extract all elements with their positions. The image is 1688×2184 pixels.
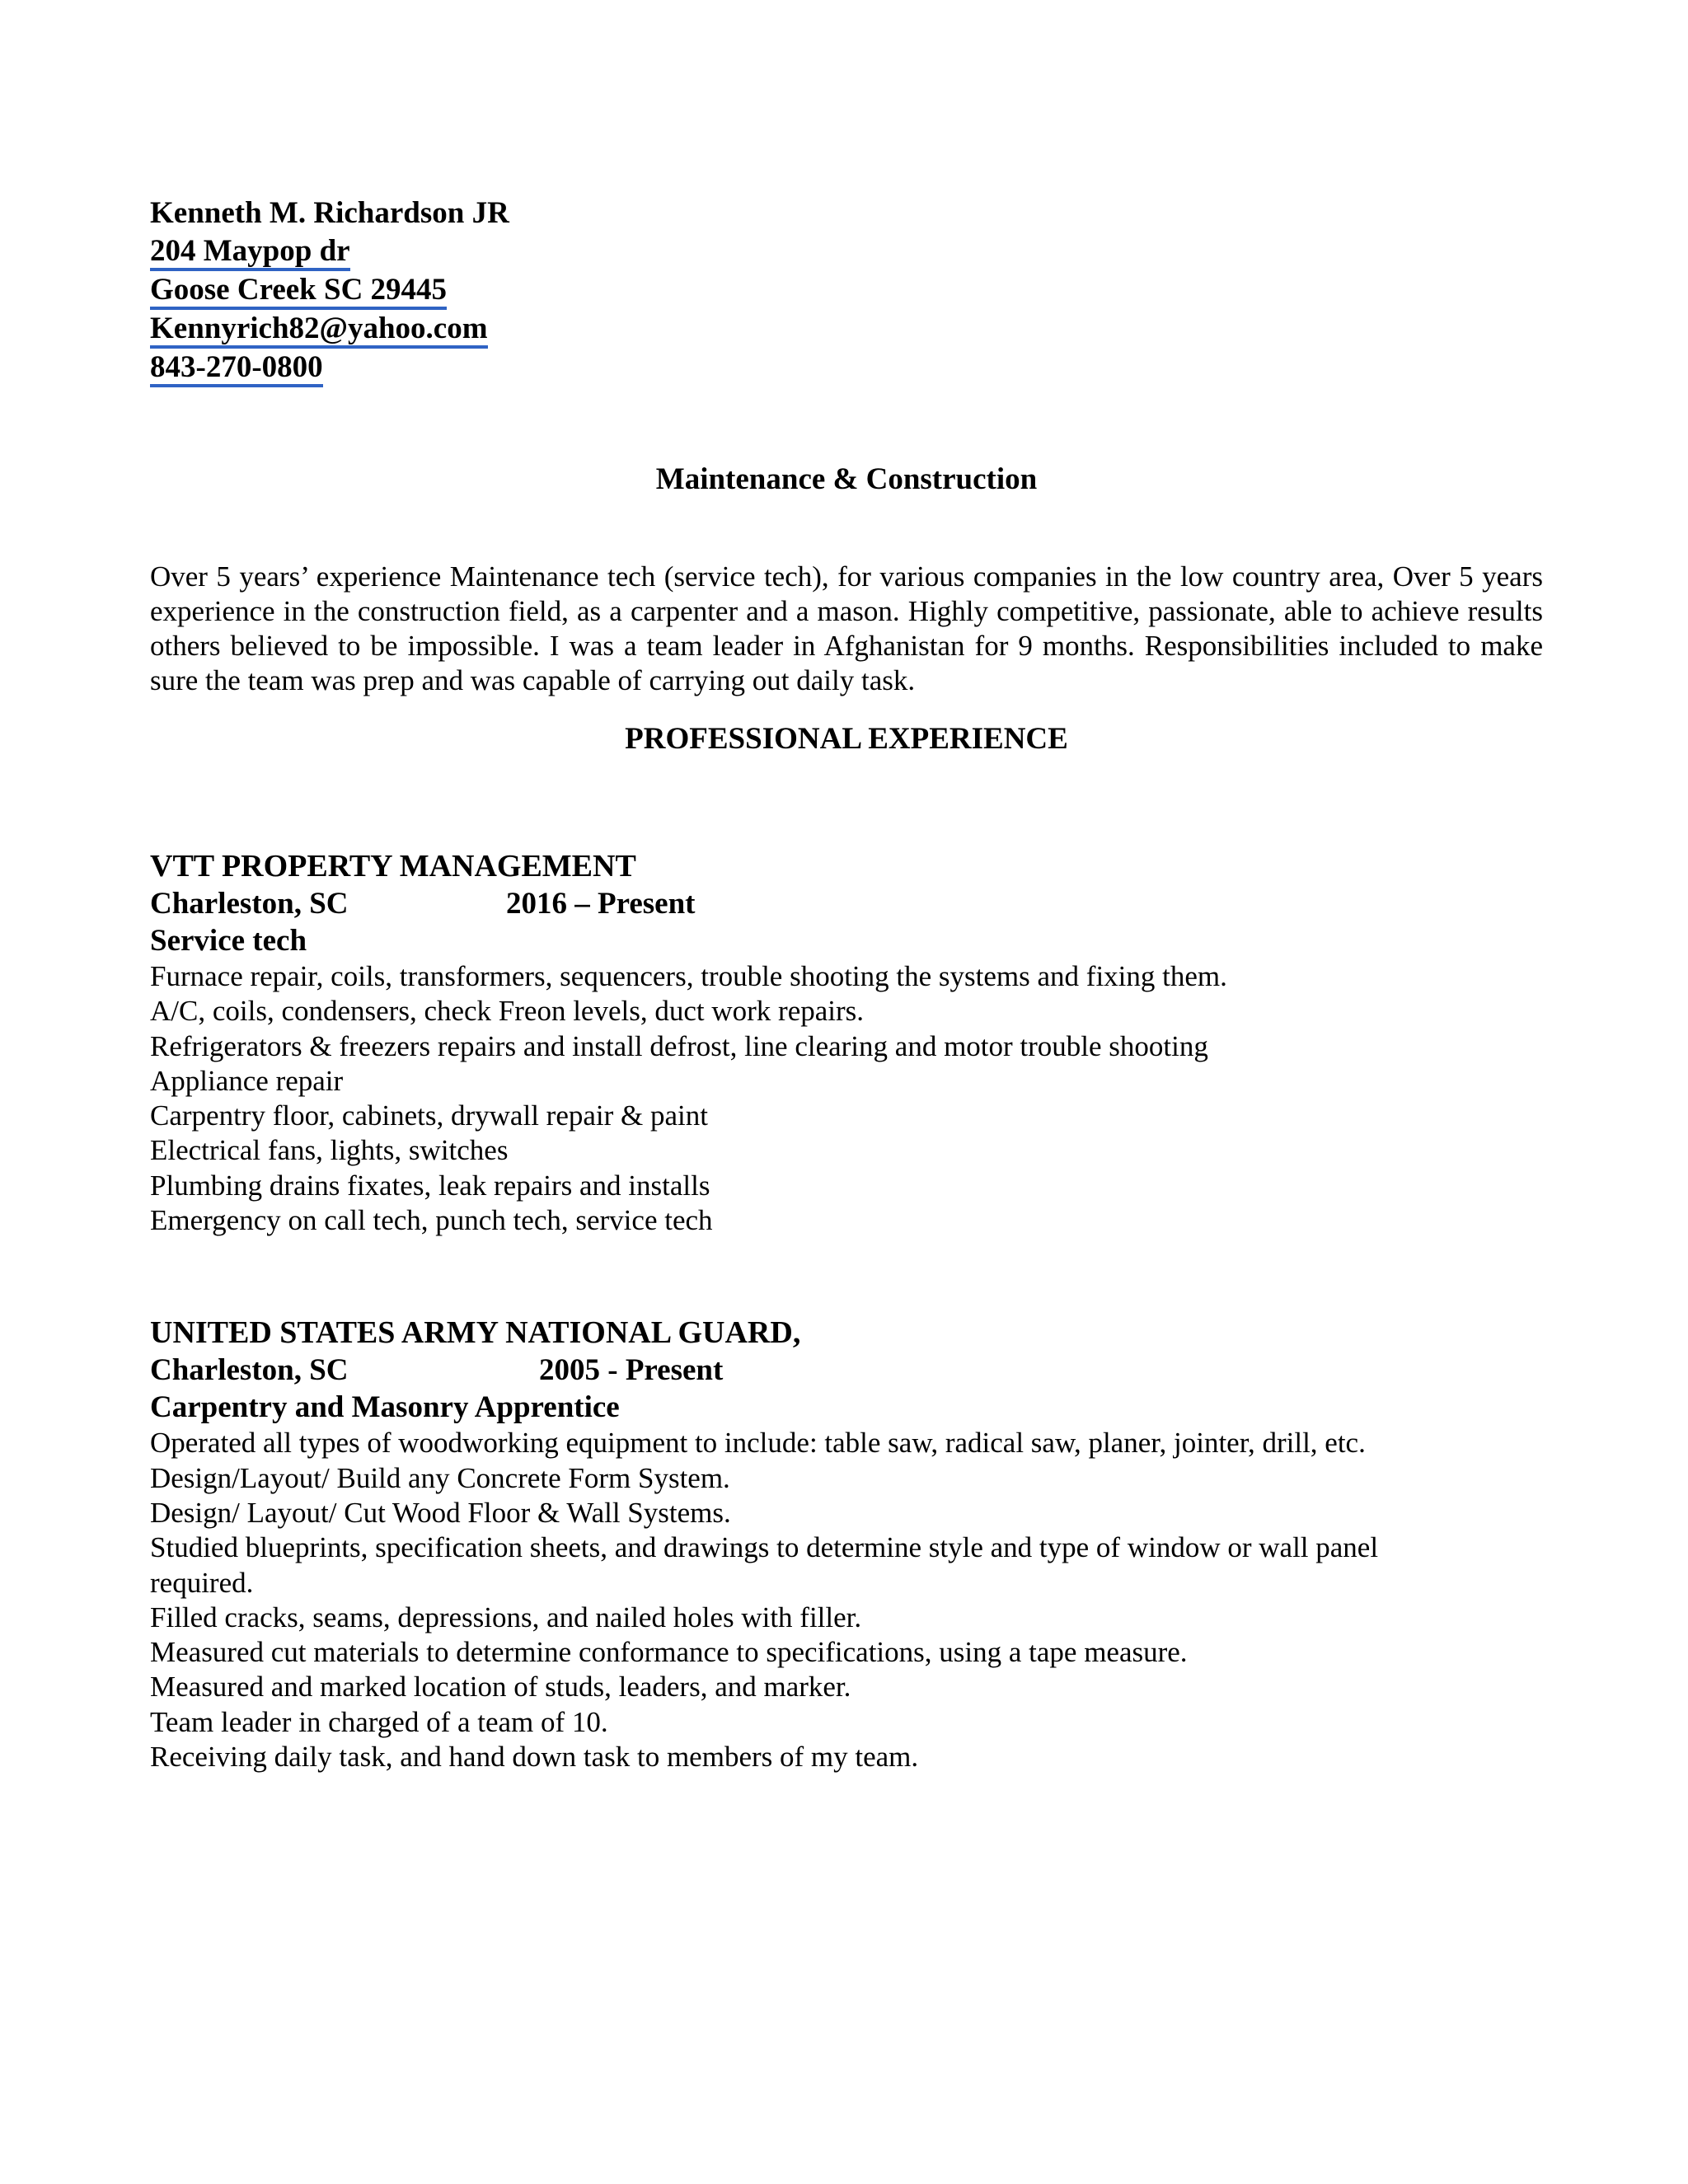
applicant-name: Kenneth M. Richardson JR [150,196,509,230]
duty-item: Design/ Layout/ Cut Wood Floor & Wall Systems. [150,1496,731,1529]
job-location: Charleston, SC [150,887,349,921]
email-link[interactable]: Kennyrich82@yahoo.com [150,312,488,349]
phone-link[interactable]: 843-270-0800 [150,351,323,387]
job-role: Carpentry and Masonry Apprentice [150,1390,620,1425]
duty-item: Measured and marked location of studs, leaders, and marker. [150,1671,851,1704]
address-line-1: 204 Maypop dr [150,235,350,271]
duty-item: Emergency on call tech, punch tech, service tech [150,1204,713,1237]
job-role: Service tech [150,924,307,958]
duty-item: Appliance repair [150,1064,344,1097]
contact-block [150,194,1543,387]
duty-item: Plumbing drains fixates, leak repairs and installs [150,1169,710,1202]
duty-item: Design/Layout/ Build any Concrete Form System. [150,1461,730,1494]
summary-paragraph: Over 5 years’ experience Maintenance tech (service tech), for various companies in the low country area, Over 5 years experience in the construction field, as a carpenter and a mason. Highly competitive, passionate, able to achieve results others believed to be impossible. I was a team leader in Afghanistan for 9 months. Responsibilities included to make sure the team was prep and was capable of carrying out daily task. [150,560,1543,696]
duty-item: Team leader in charged of a team of 10. [150,1705,608,1738]
experience-heading: PROFESSIONAL EXPERIENCE [625,722,1068,756]
duty-item: Studied blueprints, specification sheets, and drawings to determine style and type of window or wall panel required. [150,1531,1379,1599]
job-employer: UNITED STATES ARMY NATIONAL GUARD, [150,1315,801,1351]
duty-list [150,959,1543,1238]
resume-content [150,194,1543,1774]
address-line-2: Goose Creek SC 29445 [150,274,447,310]
job-meta [150,885,1543,923]
job-entry [150,847,1543,1238]
duty-item: A/C, coils, condensers, check Freon levels, duct work repairs. [150,995,865,1028]
duty-item: Measured cut materials to determine conformance to specifications, using a tape measure. [150,1636,1188,1669]
duty-item: Carpentry floor, cabinets, drywall repair & paint [150,1099,708,1132]
duty-item: Receiving daily task, and hand down task to members of my team. [150,1741,919,1774]
headline: Maintenance & Construction [655,462,1038,496]
duty-item: Refrigerators & freezers repairs and install defrost, line clearing and motor trouble shooting [150,1029,1208,1062]
duty-item: Operated all types of woodworking equipment to include: table saw, radical saw, planer, jointer, drill, etc. [150,1427,1366,1460]
duty-item: Furnace repair, coils, transformers, sequencers, trouble shooting the systems and fixing them. [150,960,1227,992]
job-meta [150,1352,1543,1390]
job-entry [150,1314,1543,1774]
duty-item: Filled cracks, seams, depressions, and nailed holes with filler. [150,1601,862,1633]
job-dates: 2016 – Present [506,887,696,921]
job-employer: VTT PROPERTY MANAGEMENT [150,849,636,883]
job-location: Charleston, SC [150,1353,349,1388]
duty-list [150,1426,1543,1774]
job-dates: 2005 - Present [539,1353,724,1388]
duty-item: Electrical fans, lights, switches [150,1134,509,1167]
